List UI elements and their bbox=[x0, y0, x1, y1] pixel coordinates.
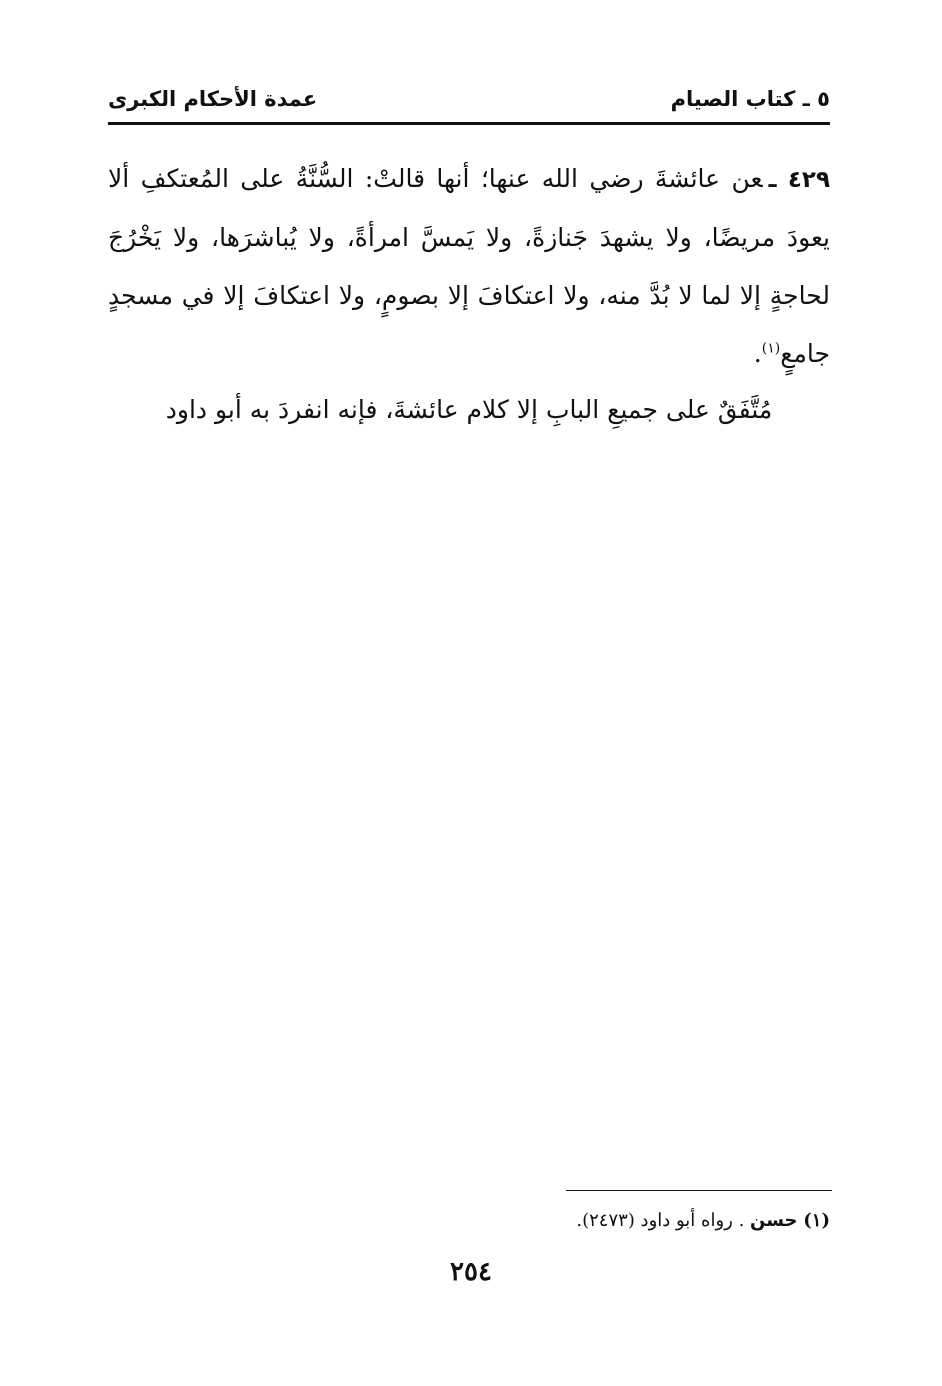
book-title: عمدة الأحكام الكبرى bbox=[108, 87, 318, 111]
hadith-paragraph bbox=[108, 150, 830, 383]
header-rule bbox=[108, 122, 830, 125]
running-header bbox=[108, 84, 830, 120]
footnote-grade: حسن bbox=[750, 1210, 798, 1231]
footnote-mark: (١) bbox=[803, 1210, 830, 1231]
footnote-separator bbox=[566, 1190, 832, 1191]
hadith-text: عن عائشةَ رضي الله عنها؛ أنها قالتْ: السُّنَّةُ على المُعتكفِ ألا يعودَ مريضًا، ولا يشهدَ جَنازةً، ولا يَمسَّ امرأةً، ولا يُباشرَها، ولا يَخْرُجَ لحاجةٍ إلا لما لا بُدَّ منه، ولا اعتكافَ إلا بصومٍ، ولا اعتكافَ إلا في مسجدٍ جامعٍ bbox=[108, 164, 830, 368]
takhrij-note: مُتَّفَقٌ على جميعِ البابِ إلا كلام عائشةَ، فإنه انفردَ به أبو داود bbox=[165, 395, 773, 424]
footnote-reference[interactable]: (١) bbox=[761, 340, 781, 357]
hadith-end-mark: . bbox=[753, 339, 762, 368]
hadith-number: ٤٢٩ ـ bbox=[768, 167, 830, 193]
footnote-text: . رواه أبو داود (٢٤٧٣). bbox=[576, 1210, 745, 1231]
chapter-title: ٥ ـ كتاب الصيام bbox=[670, 87, 830, 111]
footnote-item bbox=[108, 1206, 830, 1236]
page-number: ٢٥٤ bbox=[450, 1257, 492, 1287]
